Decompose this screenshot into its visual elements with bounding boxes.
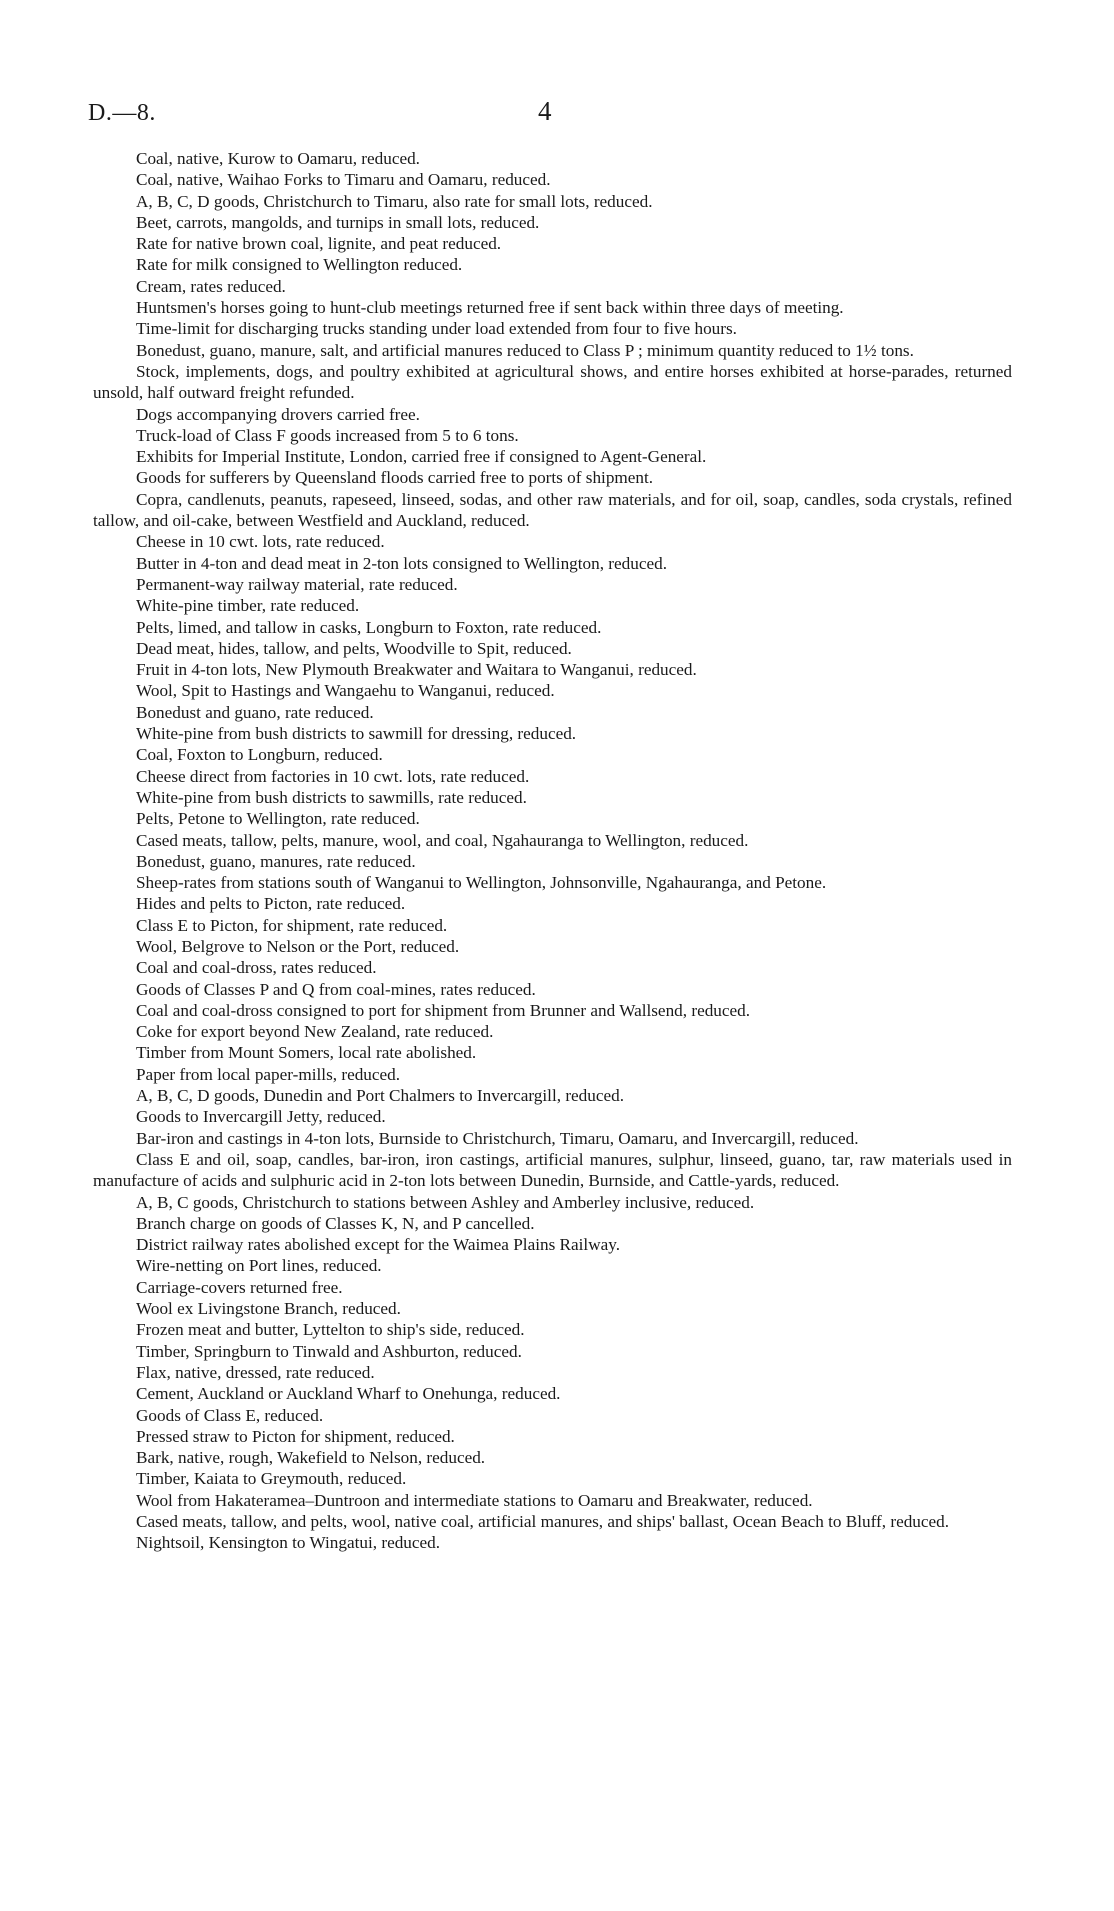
list-item: Branch charge on goods of Classes K, N, and P cancelled. — [136, 1213, 535, 1233]
list-item: Truck-load of Class F goods increased from 5 to 6 tons. — [136, 425, 519, 445]
list-item: Flax, native, dressed, rate reduced. — [136, 1362, 375, 1382]
list-item: Permanent-way railway material, rate reduced. — [136, 574, 458, 594]
list-item: Bar-iron and castings in 4-ton lots, Burnside to Christchurch, Timaru, Oamaru, and Invercargill, reduced. — [136, 1128, 859, 1148]
list-item: Class E to Picton, for shipment, rate reduced. — [136, 915, 448, 935]
list-item: Timber from Mount Somers, local rate abolished. — [136, 1043, 477, 1063]
list-item: Cheese direct from factories in 10 cwt. lots, rate reduced. — [136, 766, 530, 786]
list-item: Coke for export beyond New Zealand, rate reduced. — [136, 1022, 494, 1042]
list-item: Goods of Class E, reduced. — [136, 1405, 324, 1425]
list-item: Pelts, limed, and tallow in casks, Longburn to Foxton, rate reduced. — [136, 617, 602, 637]
list-item: Pressed straw to Picton for shipment, reduced. — [136, 1426, 455, 1446]
list-item: Bonedust and guano, rate reduced. — [136, 702, 374, 722]
list-item: Rate for milk consigned to Wellington reduced. — [136, 255, 463, 275]
list-item: Time-limit for discharging trucks standing under load extended from four to five hours. — [136, 319, 737, 339]
list-item: White-pine timber, rate reduced. — [136, 596, 360, 616]
list-item: Hides and pelts to Picton, rate reduced. — [136, 894, 406, 914]
list-item: Bonedust, guano, manure, salt, and artificial manures reduced to Class P ; minimum quantity reduced to 1½ tons. — [136, 340, 914, 360]
list-item: Paper from local paper-mills, reduced. — [136, 1064, 401, 1084]
list-item: White-pine from bush districts to sawmills, rate reduced. — [136, 787, 527, 807]
list-item: Exhibits for Imperial Institute, London, carried free if consigned to Agent-General. — [136, 447, 707, 467]
list-item: Beet, carrots, mangolds, and turnips in small lots, reduced. — [136, 212, 540, 232]
list-item: Goods to Invercargill Jetty, reduced. — [136, 1107, 386, 1127]
list-item: Dogs accompanying drovers carried free. — [136, 404, 420, 424]
list-item: Wool, Spit to Hastings and Wangaehu to Wanganui, reduced. — [136, 681, 555, 701]
list-item: Copra, candlenuts, peanuts, rapeseed, linseed, sodas, and other raw materials, and for oil, soap, candles, soda crystals, refined tallow, and oil-cake, between Westfield and Auckland, reduced. — [93, 489, 1012, 531]
document-reference: D.—8. — [88, 100, 156, 126]
list-item: Wool ex Livingstone Branch, reduced. — [136, 1299, 401, 1319]
list-item: Rate for native brown coal, lignite, and peat reduced. — [136, 234, 502, 254]
list-item: A, B, C, D goods, Dunedin and Port Chalmers to Invercargill, reduced. — [136, 1086, 625, 1106]
list-item: A, B, C, D goods, Christchurch to Timaru, also rate for small lots, reduced. — [136, 191, 653, 211]
page-header — [88, 96, 1026, 132]
list-item: Cement, Auckland or Auckland Wharf to Onehunga, reduced. — [136, 1384, 561, 1404]
list-item: Coal, Foxton to Longburn, reduced. — [136, 745, 383, 765]
list-item: White-pine from bush districts to sawmill for dressing, reduced. — [136, 724, 577, 744]
list-item: Timber, Kaiata to Greymouth, reduced. — [136, 1469, 407, 1489]
list-item: Cased meats, tallow, and pelts, wool, native coal, artificial manures, and ships' ballast, Ocean Beach to Bluff, reduced. — [136, 1512, 950, 1531]
list-item: Huntsmen's horses going to hunt-club meetings returned free if sent back within three days of meeting. — [136, 298, 844, 318]
list-item: Carriage-covers returned free. — [136, 1277, 343, 1297]
list-item: Nightsoil, Kensington to Wingatui, reduced. — [136, 1533, 441, 1553]
list-item: Frozen meat and butter, Lyttelton to ship's side, reduced. — [136, 1320, 525, 1340]
list-item: Goods for sufferers by Queensland floods carried free to ports of shipment. — [136, 468, 654, 488]
list-item: Stock, implements, dogs, and poultry exhibited at agricultural shows, and entire horses exhibited at horse-parades, returned unsold, half outward freight refunded. — [93, 361, 1012, 403]
list-item: Dead meat, hides, tallow, and pelts, Woodville to Spit, reduced. — [136, 638, 572, 658]
tariff-reduction-list — [93, 148, 1012, 1554]
list-item: Bonedust, guano, manures, rate reduced. — [136, 851, 416, 871]
list-item: Timber, Springburn to Tinwald and Ashburton, reduced. — [136, 1341, 522, 1361]
list-item: Coal and coal-dross, rates reduced. — [136, 958, 377, 978]
list-item: Coal, native, Waihao Forks to Timaru and Oamaru, reduced. — [136, 170, 551, 190]
list-item: Fruit in 4-ton lots, New Plymouth Breakwater and Waitara to Wanganui, reduced. — [136, 660, 697, 680]
list-item: Sheep-rates from stations south of Wanganui to Wellington, Johnsonville, Ngahauranga, and Petone. — [136, 873, 827, 893]
list-item: Goods of Classes P and Q from coal-mines, rates reduced. — [136, 979, 536, 999]
list-item: Cheese in 10 cwt. lots, rate reduced. — [136, 532, 385, 552]
list-item: Cased meats, tallow, pelts, manure, wool, and coal, Ngahauranga to Wellington, reduced. — [136, 830, 749, 850]
list-item: Wire-netting on Port lines, reduced. — [136, 1256, 382, 1276]
list-item: Class E and oil, soap, candles, bar-iron, iron castings, artificial manures, sulphur, linseed, guano, tar, raw materials used in manufacture of acids and sulphuric acid in 2-ton lots between Dunedin, Burnside, and Cattle-yards, reduced. — [93, 1149, 1012, 1191]
page-number: 4 — [538, 96, 552, 126]
list-item: Coal and coal-dross consigned to port for shipment from Brunner and Wallsend, reduced. — [136, 1000, 751, 1020]
list-item: Bark, native, rough, Wakefield to Nelson, reduced. — [136, 1448, 486, 1468]
list-item: Wool from Hakateramea–Duntroon and intermediate stations to Oamaru and Breakwater, reduced. — [136, 1490, 813, 1510]
list-item: Coal, native, Kurow to Oamaru, reduced. — [136, 149, 420, 168]
list-item: Butter in 4-ton and dead meat in 2-ton lots consigned to Wellington, reduced. — [136, 553, 667, 573]
list-item: A, B, C goods, Christchurch to stations between Ashley and Amberley inclusive, reduced. — [136, 1192, 755, 1212]
list-item: Cream, rates reduced. — [136, 276, 286, 296]
list-item: Pelts, Petone to Wellington, rate reduced. — [136, 809, 420, 829]
list-item: District railway rates abolished except for the Waimea Plains Railway. — [136, 1235, 621, 1255]
list-item: Wool, Belgrove to Nelson or the Port, reduced. — [136, 936, 460, 956]
